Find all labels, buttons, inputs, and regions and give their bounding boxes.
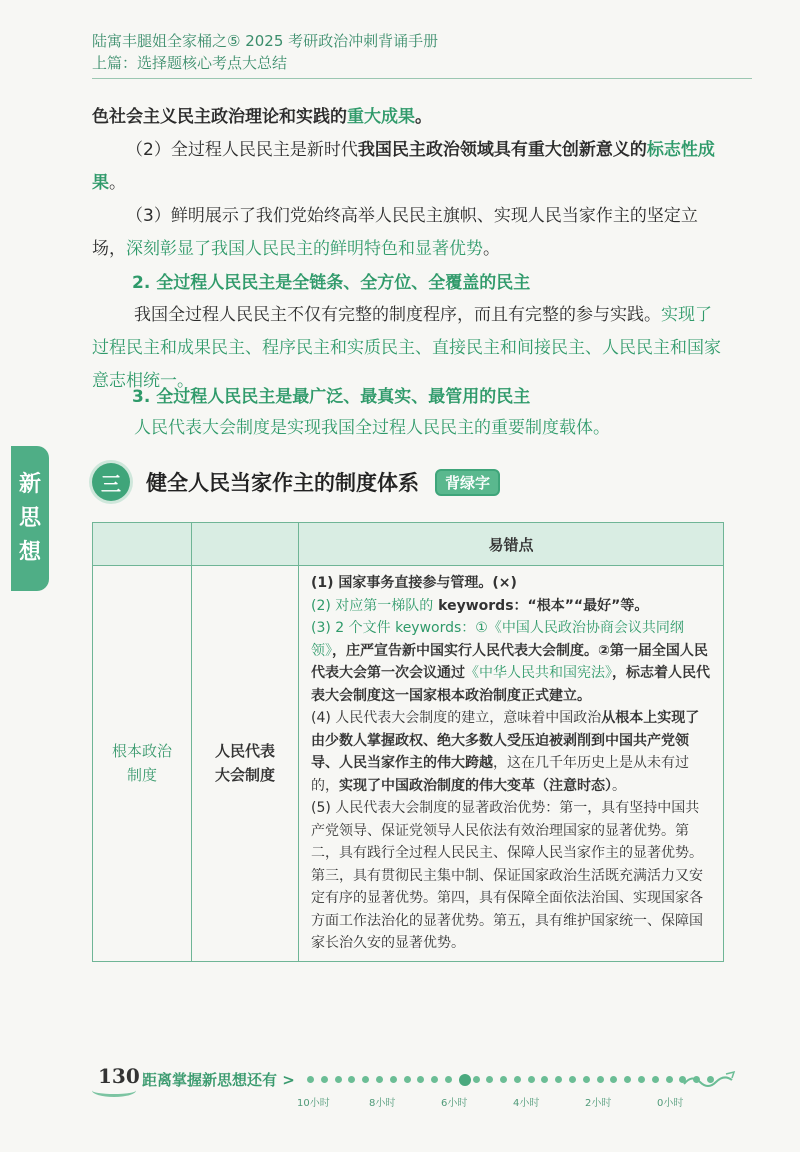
- progress-tick-label: 10小时: [297, 1098, 330, 1109]
- text: ，这在几千年历史上是从未有过的，: [311, 755, 689, 794]
- bold-text: 从根本上实现了由少数人掌握政权、绝大多数人受压迫被剥削到中国共产党领导、人民当家作主的伟大跨越: [311, 710, 700, 771]
- text: 我国全过程人民民主不仅有完整的制度程序，而且有完整的参与实践。: [134, 305, 661, 325]
- page-number: 130: [98, 1064, 140, 1088]
- progress-tick-label: 4小时: [513, 1098, 540, 1109]
- page-number-swoosh: [92, 1084, 136, 1097]
- cell-text: 根本政治制度: [111, 742, 172, 785]
- text: 。: [612, 777, 626, 794]
- bold-text: ，标志着人民代表大会制度这一国家根本政治制度正式建立。: [311, 665, 710, 704]
- header-chapter: 上篇：选择题核心考点大总结: [92, 54, 288, 72]
- progress-dot: [335, 1076, 342, 1083]
- side-tab-char: 新: [18, 471, 41, 497]
- bold-text: keywords：“根本”“最好”等。: [433, 597, 649, 614]
- progress-dot: [417, 1076, 424, 1083]
- side-tab-char: 思: [18, 505, 41, 531]
- progress-marker: [459, 1074, 471, 1086]
- text: （3）鲜明展示了我们党始终高举人民民主旗帜、实现人民当家作主的坚定立场，: [92, 206, 698, 259]
- progress-dot: [486, 1076, 493, 1083]
- table-header-cell: [192, 523, 299, 566]
- text: 色社会主义民主政治理论和实践的: [92, 107, 347, 127]
- progress-dot: [445, 1076, 452, 1083]
- progress-dots: [307, 1076, 727, 1086]
- paragraph-5: [134, 412, 734, 445]
- highlight-text: 标志性成果: [92, 140, 715, 193]
- cell-text: 人民代表大会制度: [214, 742, 275, 785]
- table-header-cell: 易错点: [299, 523, 724, 566]
- progress-tick-label: 2小时: [585, 1098, 612, 1109]
- progress-tick-label: 8小时: [369, 1098, 396, 1109]
- bold-text: 我国民主政治领域具有重大创新意义的: [357, 140, 647, 160]
- bold-text: 实现了中国政治制度的伟大变革（注意时态）: [339, 777, 612, 794]
- countdown-label: 距离掌握新思想还有 >: [142, 1071, 295, 1089]
- progress-dot: [500, 1076, 507, 1083]
- progress-tick-label: 0小时: [657, 1098, 684, 1109]
- table-cell-category: [93, 566, 192, 962]
- progress-dot: [624, 1076, 631, 1083]
- progress-dot: [362, 1076, 369, 1083]
- progress-dot: [307, 1076, 314, 1083]
- section-title: 健全人民当家作主的制度体系: [146, 471, 419, 495]
- point-3: [311, 617, 713, 707]
- text: 。: [109, 173, 126, 193]
- text: (4) 人民代表大会制度的建立，意味着中国政治: [311, 710, 602, 726]
- progress-dot: [638, 1076, 645, 1083]
- progress-dot: [555, 1076, 562, 1083]
- text: 。: [415, 107, 432, 127]
- point-4: [311, 707, 713, 797]
- highlight-text: (3) 2 个文件 keywords：①《中国人民政治协商会议共同纲领》: [311, 620, 684, 659]
- section-number-badge: 三: [92, 463, 130, 501]
- bold-text: ，庄严宣告新中国实行人民代表大会制度。②第一届全国人民代表大会第一次会议通过: [311, 642, 708, 681]
- paragraph-1: [92, 101, 724, 134]
- table-cell-system: [192, 566, 299, 962]
- progress-dot: [541, 1076, 548, 1083]
- paragraph-2: [92, 134, 724, 200]
- point-1: (1) 国家事务直接参与管理。(×): [311, 575, 517, 591]
- paragraph-3: [92, 200, 724, 266]
- text: （2）全过程人民民主是新时代: [126, 140, 358, 160]
- progress-dot: [473, 1076, 480, 1083]
- section-heading: [92, 460, 500, 504]
- progress-dot: [404, 1076, 411, 1083]
- table-cell-points: [299, 566, 724, 962]
- highlight-text: (2) 对应第一梯队的: [311, 597, 434, 614]
- point-2: [311, 595, 713, 618]
- highlight-text: 实现了过程民主和成果民主、程序民主和实质民主、直接民主和间接民主、人民民主和国家意志相统一。: [92, 305, 721, 391]
- wave-decoration-icon: [682, 1068, 742, 1092]
- progress-tick-label: 6小时: [441, 1098, 468, 1109]
- progress-dot: [431, 1076, 438, 1083]
- section-tag: 背绿字: [435, 469, 500, 496]
- table-header-row: [93, 523, 724, 566]
- progress-dot: [610, 1076, 617, 1083]
- header-book-title: 陆寓丰腿姐全家桶之⑤ 2025 考研政治冲刺背诵手册: [92, 32, 439, 50]
- text: 。: [483, 239, 500, 259]
- progress-dot: [652, 1076, 659, 1083]
- highlight-text: 人民代表大会制度是实现我国全过程人民民主的重要制度载体。: [134, 418, 610, 438]
- highlight-text: 深刻彰显了我国人民民主的鲜明特色和显著优势: [126, 239, 483, 259]
- progress-dot: [597, 1076, 604, 1083]
- header-rule: [92, 78, 752, 79]
- highlight-text: 《中华人民共和国宪法》: [465, 665, 612, 681]
- progress-dot: [569, 1076, 576, 1083]
- side-tab-char: 想: [18, 539, 41, 565]
- progress-dot: [321, 1076, 328, 1083]
- progress-dot: [390, 1076, 397, 1083]
- table-row: [93, 566, 724, 962]
- highlight-text: 重大成果: [347, 107, 415, 127]
- side-tab-xinsixiang[interactable]: [11, 446, 49, 591]
- progress-dot: [666, 1076, 673, 1083]
- progress-dot: [583, 1076, 590, 1083]
- running-header: [92, 30, 742, 79]
- page-footer: [92, 1060, 752, 1120]
- progress-dot: [514, 1076, 521, 1083]
- subheading-3: 3. 全过程人民民主是最广泛、最真实、最管用的民主: [132, 387, 531, 407]
- progress-dot: [348, 1076, 355, 1083]
- progress-dot: [528, 1076, 535, 1083]
- progress-dot: [376, 1076, 383, 1083]
- table-header-cell: [93, 523, 192, 566]
- subheading-2: 2. 全过程人民民主是全链条、全方位、全覆盖的民主: [132, 273, 531, 293]
- point-5: (5) 人民代表大会制度的显著政治优势：第一，具有坚持中国共产党领导、保证党领导人民依法有效治理国家的显著优势。第二，具有践行全过程人民民主、保障人民当家作主的显著优势。第三，具有贯彻民主集中制、保证国家政治生活既充满活力又安定有序的显著优势。第四，具有保障全面依法治国、实现国家各方面工作法治化的显著优势。第五，具有维护国家统一、保障国家长治久安的显著优势。: [311, 800, 703, 951]
- key-points-table: [92, 522, 724, 962]
